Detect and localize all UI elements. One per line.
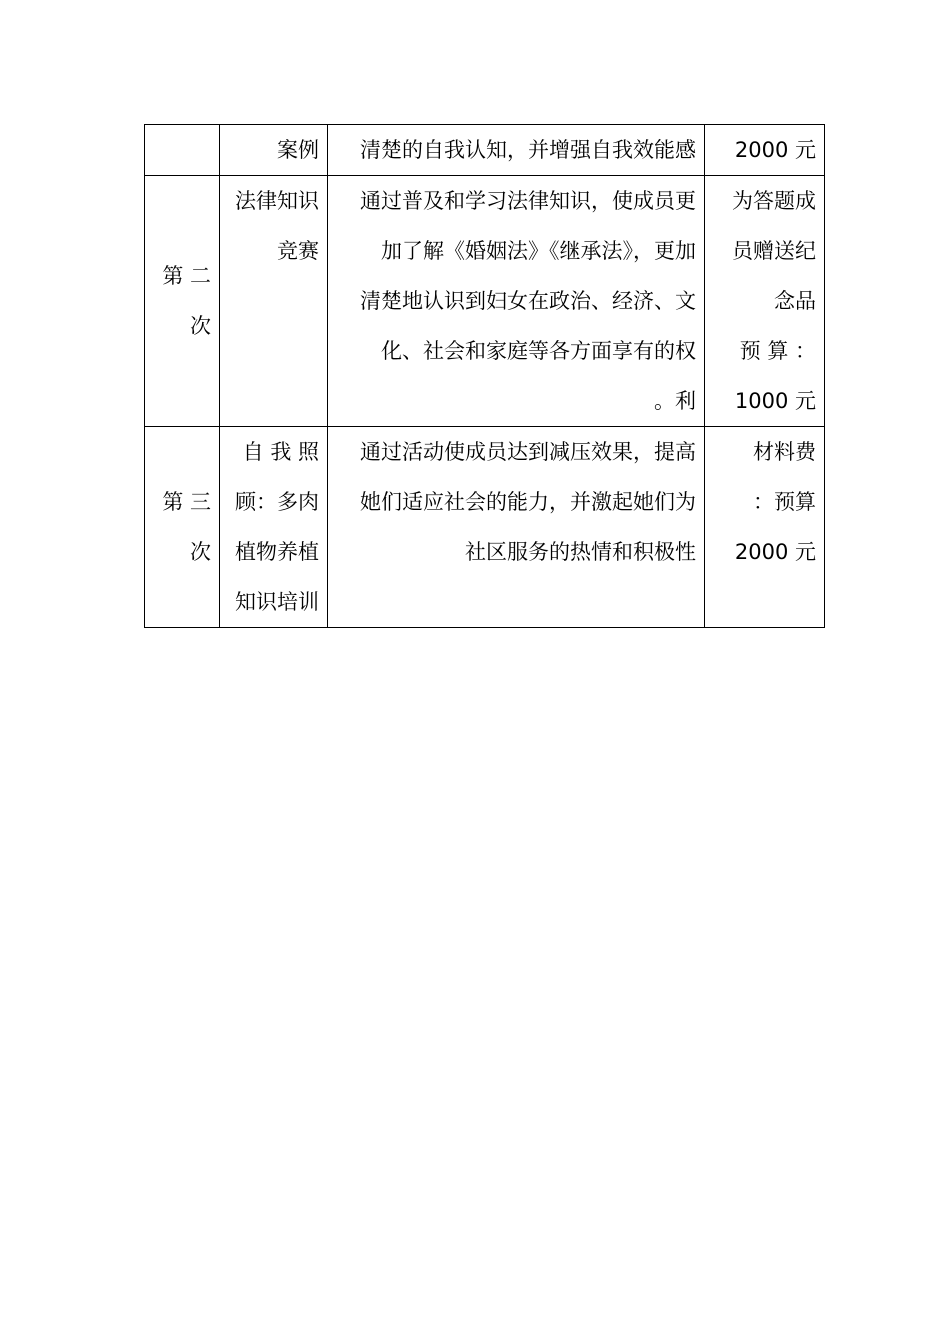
session-cell	[145, 125, 220, 176]
content-cell: 清楚的自我认知，并增强自我效能感	[328, 125, 705, 176]
table-row	[145, 125, 825, 176]
content-cell: 通过活动使成员达到减压效果，提高 她们适应社会的能力，并激起她们为 社区服务的热情和积极性	[328, 427, 705, 628]
activity-plan-table	[144, 124, 824, 628]
activity-cell: 法律知识 竞赛	[220, 176, 328, 427]
session-cell: 第 三 次	[145, 427, 220, 628]
session-cell: 第 二 次	[145, 176, 220, 427]
activity-cell: 自 我 照 顾：多肉 植物养植 知识培训	[220, 427, 328, 628]
table-row	[145, 427, 825, 628]
table-row	[145, 176, 825, 427]
activity-cell: 案例	[220, 125, 328, 176]
budget-cell: 为答题成 员赠送纪 念品 预 算 ： 1000 元	[705, 176, 825, 427]
budget-cell: 2000 元	[705, 125, 825, 176]
budget-cell: 材料费 ：预算 2000 元	[705, 427, 825, 628]
content-cell: 通过普及和学习法律知识，使成员更 加了解《婚姻法》《继承法》，更加 清楚地认识到妇女在政治、经济、文 化、社会和家庭等各方面享有的权 。利	[328, 176, 705, 427]
